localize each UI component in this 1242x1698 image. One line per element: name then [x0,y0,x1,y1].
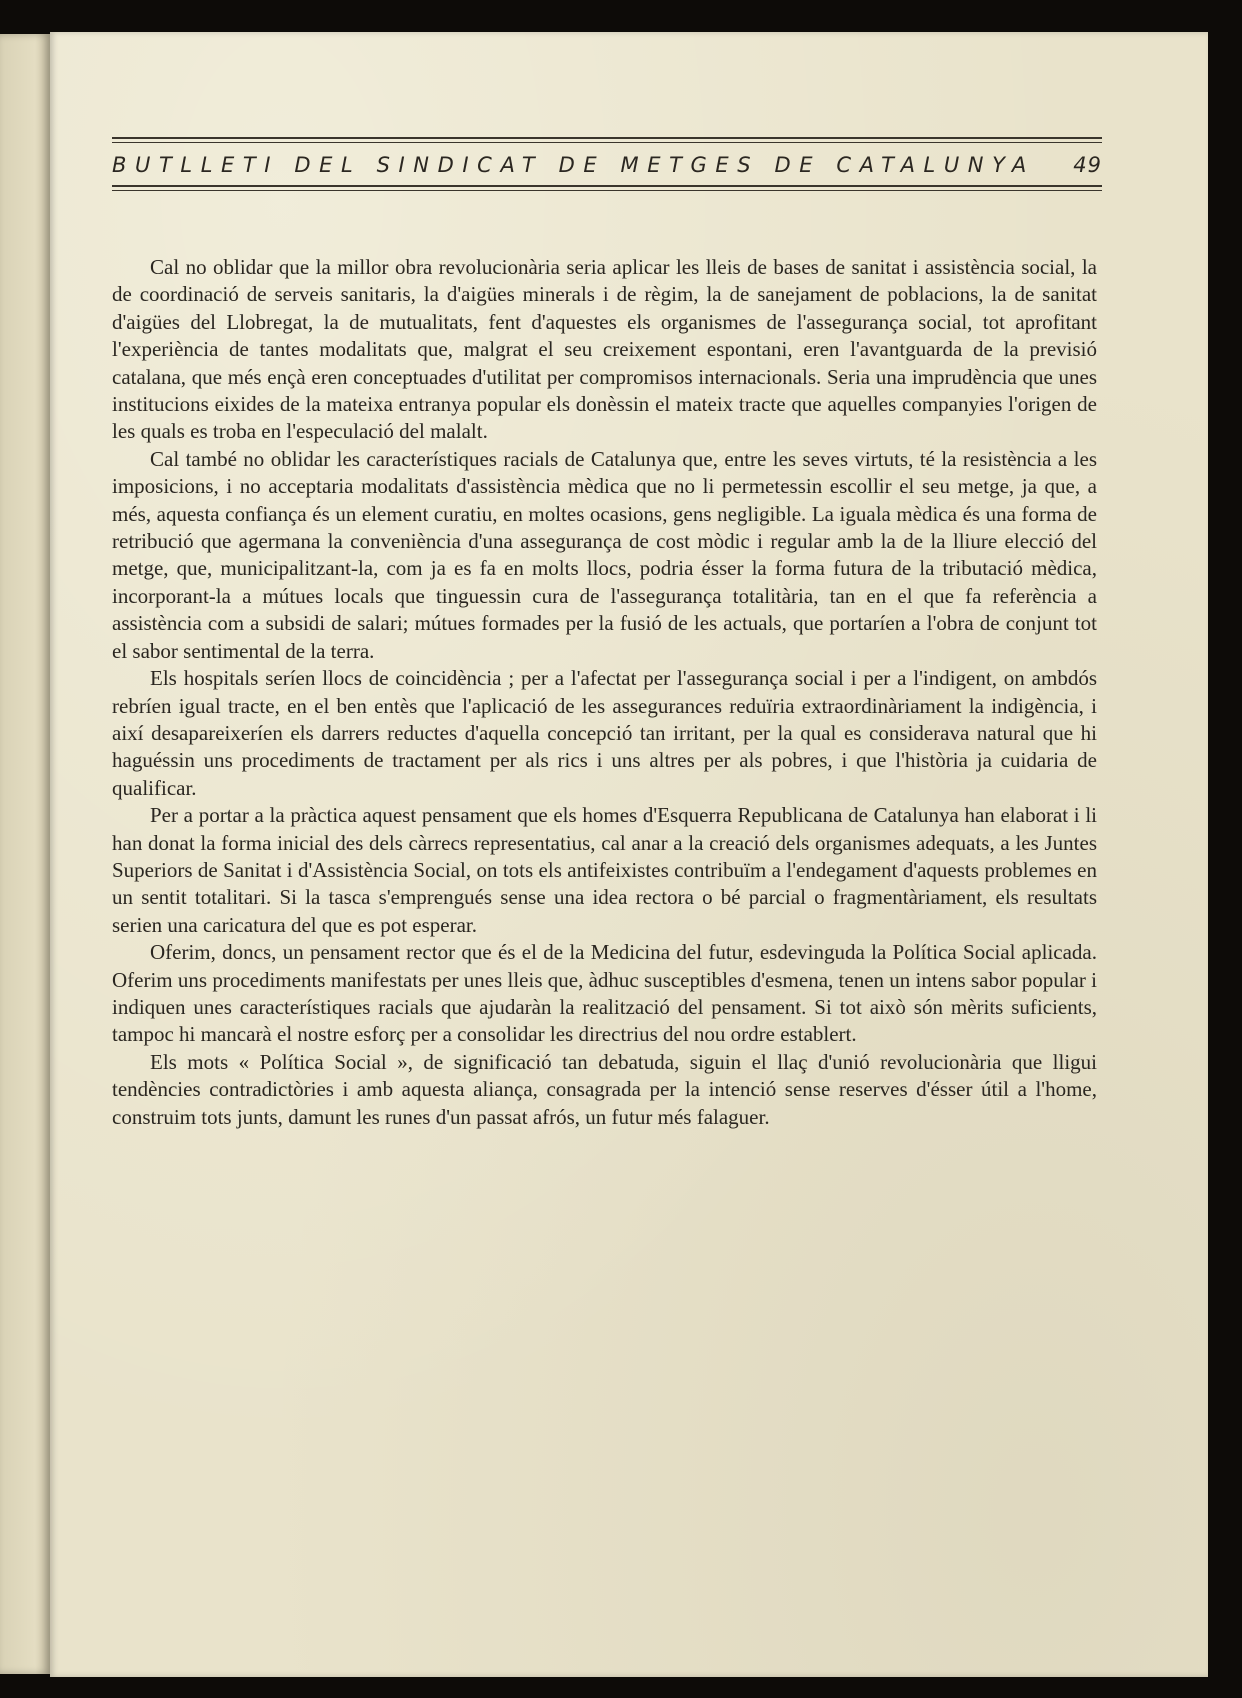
body-text [112,254,1097,1131]
page-number: 49 [1073,153,1102,177]
paragraph: Cal també no oblidar les característiques racials de Catalunya que, entre les seves virtuts, té la resistència a les imposicions, i no acceptaria modalitats d'assistència mèdica que no li permetessin escollir el seu metge, ja que, a més, aquesta confiança és un element curatiu, en moltes ocasions, gens negligible. La iguala mèdica és una forma de retribució que agermana la conveniència d'una assegurança de cost mòdic i regular amb la de la lliure elecció del metge, que, municipalitzant-la, com ja es fa en molts llocs, podria ésser la forma futura de la tributació mèdica, incorporant-la a mútues locals que tinguessin cura de l'assegurança totalitària, tan en el que fa referència a assistència com a subsidi de salari; mútues formades per la fusió de les actuals, que portaríen a l'obra de conjunt tot el sabor sentimental de la terra. [112,446,1097,663]
paragraph: Cal no oblidar que la millor obra revolucionària seria aplicar les lleis de bases de sanitat i assistència social, la de coordinació de serveis sanitaris, la d'aigües minerals i de règim, la de sanejament de poblacions, la de sanitat d'aigües del Llobregat, la de mutualitats, fent d'aquestes els organismes de l'assegurança social, tot aprofitant l'experiència de tantes modalitats que, malgrat el seu creixement espontani, eren l'avantguarda de la previsió catalana, que més ençà eren conceptuades d'utilitat per compromisos internacionals. Seria una imprudència que unes institucions eixides de la mateixa entranya popular els donèssin el mateix tracte que aquelles companyies l'origen de les quals es troba en l'especulació del malalt. [112,255,1097,444]
page-header [112,137,1102,191]
header-row [112,153,1102,177]
left-page-edge [0,34,50,1674]
paragraph: Els hospitals seríen llocs de coincidència ; per a l'afectat per l'assegurança social i per a l'indigent, on ambdós rebríen igual tracte, en el ben entès que l'aplicació de les assegurances reduïria extraordinàriament la indigència, i així desapareixeríen els darrers reductes d'aquella concepció tan irritant, per la qual es considerava natural que hi haguéssin uns procediments de tractament per als rics i uns altres per als pobres, i que l'història ja cuidaria de qualificar. [112,666,1097,800]
page-sheet [50,32,1208,1677]
running-title: BUTLLETI DEL SINDICAT DE METGES DE CATALUNYA [112,153,1035,177]
paragraph: Oferim, doncs, un pensament rector que és el de la Medicina del futur, esdevinguda la Política Social aplicada. Oferim uns procediments manifestats per unes lleis que, àdhuc susceptibles d'esmena, tenen un intens sabor popular i indiquen unes característiques racials que ajudaràn la realització del pensament. Si tot això són mèrits suficients, tampoc hi mancarà el nostre esforç per a consolidar les directrius del nou ordre establert. [112,940,1097,1047]
header-bottom-rule [112,185,1102,191]
paragraph: Per a portar a la pràctica aquest pensament que els homes d'Esquerra Republicana de Catalunya han elaborat i li han donat la forma inicial des dels càrrecs representatius, cal anar a la creació dels organismes adequats, a les Juntes Superiors de Sanitat i d'Assistència Social, on tots els antifeixistes contribuïm a l'endegament d'aquests problemes en un sentit totalitari. Si la tasca s'emprengués sense una idea rectora o bé parcial o fragmentàriament, els resultats serien una caricatura del que es pot esperar. [112,803,1097,937]
paragraph: Els mots « Política Social », de significació tan debatuda, siguin el llaç d'unió revolucionària que lligui tendències contradictòries i amb aquesta aliança, consagrada per la intenció sense reserves d'ésser útil a l'home, construim tots junts, damunt les runes d'un passat afrós, un futur més falaguer. [112,1049,1097,1129]
header-top-rule [112,137,1102,143]
